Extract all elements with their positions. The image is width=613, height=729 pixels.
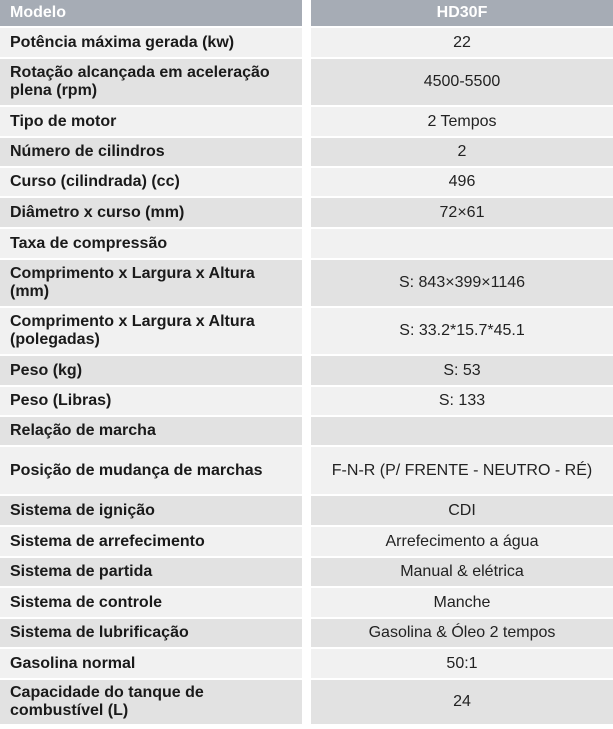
row-label: Gasolina normal xyxy=(0,649,302,680)
row-label: Potência máxima gerada (kw) xyxy=(0,28,302,59)
table-row xyxy=(0,229,613,260)
row-value: S: 53 xyxy=(311,356,613,387)
row-label: Posição de mudança de marchas xyxy=(0,447,302,496)
row-label: Sistema de arrefecimento xyxy=(0,527,302,558)
table-row xyxy=(0,496,613,527)
table-row xyxy=(0,387,613,417)
row-label: Capacidade do tanque de combustível (L) xyxy=(0,680,302,726)
table-row xyxy=(0,168,613,198)
row-value: 496 xyxy=(311,168,613,198)
table-row xyxy=(0,198,613,229)
row-label: Peso (kg) xyxy=(0,356,302,387)
table-row xyxy=(0,558,613,588)
row-label: Curso (cilindrada) (cc) xyxy=(0,168,302,198)
table-row xyxy=(0,588,613,619)
row-value: S: 843×399×1146 xyxy=(311,260,613,308)
row-value: S: 33.2*15.7*45.1 xyxy=(311,308,613,356)
header-value: HD30F xyxy=(311,0,613,28)
row-value: Manual & elétrica xyxy=(311,558,613,588)
row-value: CDI xyxy=(311,496,613,527)
row-value xyxy=(311,229,613,260)
row-label: Taxa de compressão xyxy=(0,229,302,260)
row-label: Relação de marcha xyxy=(0,417,302,447)
table-row xyxy=(0,447,613,496)
table-row xyxy=(0,308,613,356)
table-row xyxy=(0,107,613,138)
row-value: Arrefecimento a água xyxy=(311,527,613,558)
table-row xyxy=(0,680,613,726)
row-value: Manche xyxy=(311,588,613,619)
table-row xyxy=(0,138,613,168)
row-value: 72×61 xyxy=(311,198,613,229)
row-label: Peso (Libras) xyxy=(0,387,302,417)
header-label: Modelo xyxy=(0,0,302,28)
table-row xyxy=(0,527,613,558)
table-row xyxy=(0,619,613,649)
row-value: 24 xyxy=(311,680,613,726)
row-value: Gasolina & Óleo 2 tempos xyxy=(311,619,613,649)
row-value: F-N-R (P/ FRENTE - NEUTRO - RÉ) xyxy=(311,447,613,496)
row-value: 2 xyxy=(311,138,613,168)
table-header-row xyxy=(0,0,613,28)
row-value: 4500-5500 xyxy=(311,59,613,107)
row-value: 50:1 xyxy=(311,649,613,680)
row-value: S: 133 xyxy=(311,387,613,417)
row-label: Número de cilindros xyxy=(0,138,302,168)
table-row xyxy=(0,28,613,59)
row-label: Sistema de ignição xyxy=(0,496,302,527)
table-row xyxy=(0,59,613,107)
row-label: Comprimento x Largura x Altura (mm) xyxy=(0,260,302,308)
row-value: 2 Tempos xyxy=(311,107,613,138)
table-row xyxy=(0,649,613,680)
row-label: Sistema de partida xyxy=(0,558,302,588)
row-label: Rotação alcançada em aceleração plena (rpm) xyxy=(0,59,302,107)
row-value xyxy=(311,417,613,447)
table-row xyxy=(0,417,613,447)
row-label: Comprimento x Largura x Altura (polegadas) xyxy=(0,308,302,356)
row-label: Sistema de controle xyxy=(0,588,302,619)
row-label: Tipo de motor xyxy=(0,107,302,138)
table-row xyxy=(0,260,613,308)
row-label: Diâmetro x curso (mm) xyxy=(0,198,302,229)
table-row xyxy=(0,356,613,387)
row-value: 22 xyxy=(311,28,613,59)
row-label: Sistema de lubrificação xyxy=(0,619,302,649)
